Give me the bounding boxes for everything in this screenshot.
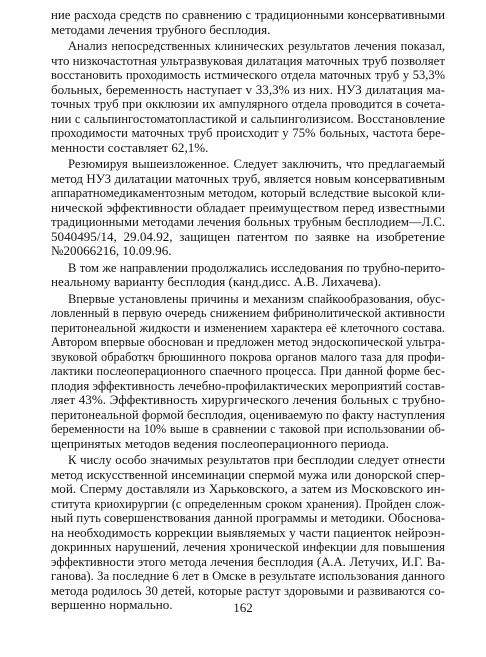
- text-line: неальному варианту бесплодия (канд.дисс. А.В. Лихачева).: [51, 275, 382, 289]
- text-line: ловленный в первую очередь снижением фибринолитической активности: [51, 306, 445, 320]
- paragraph-cost-comparison-tail: [51, 8, 445, 37]
- text-line: мой. Сперму доставляли из Харьковского, а затем из Московского ин-: [51, 482, 445, 496]
- text-line: нической эффективности обладает преимуществом перед известными: [51, 200, 445, 215]
- text-line: ный путь совершенствования данной программы и методики. Обоснова-: [51, 511, 445, 525]
- paragraph-clinical-results: [51, 39, 445, 155]
- text-line: К числу особо значимых результатов при бесплодии следует отнести: [68, 453, 445, 467]
- text-line: на необходимость коррекции выявляемых у части пациенток нейроэн-: [51, 525, 445, 540]
- text-line: восстановить проходимость истмического отдела маточных труб у 53,3%: [51, 68, 445, 82]
- text-line: беременности на 10% выше в сравнении с таковой при использовании об-: [51, 422, 445, 436]
- text-line: докринных нарушений, лечения хронической инфекции для повышения: [51, 540, 445, 554]
- text-line: ляет 43%. Эффективность хирургического лечения больных с трубно-: [51, 393, 445, 407]
- text-line: аппаратномедикаментозным методом, который вследствие высокой кли-: [51, 186, 445, 200]
- text-line: щепринятых методов ведения послеоперационного периода.: [51, 436, 389, 451]
- paragraph-insemination: [51, 453, 445, 613]
- text-line: перитонеальной жидкости и изменением характера её клеточного состава.: [51, 320, 445, 335]
- text-line: звуковой обработкч брюшинного покрова органов малого таза для профи-: [51, 349, 445, 364]
- text-line: нии с сальпингостоматопластикой и сальпинголизисом. Восстановление: [51, 111, 445, 126]
- text-line: больных, беременность наступает v 33,3% из них. НУЗ дилатация ма-: [51, 82, 445, 97]
- text-line: что низкочастотная ультразвуковая дилатация маточных труб позволяет: [51, 53, 445, 68]
- text-line: методами лечения трубного бесплодия.: [51, 22, 271, 37]
- text-line: ние расхода средств по сравнению с традиционными консервативными: [51, 8, 445, 22]
- text-line: 5040495/14, 29.04.92, защищен патентом по заявке на изобретение: [51, 229, 445, 244]
- text-line: №20066216, 10.09.96.: [51, 244, 172, 258]
- text-line: вершенно нормально.: [51, 598, 173, 612]
- text-line: традиционными методами лечения больных трубным бесплодием—Л.С.: [51, 215, 445, 229]
- paragraph-summary-patent: [51, 157, 445, 259]
- paragraph-peritoneal-research: [51, 261, 445, 290]
- text-line: Анализ непосредственных клинических результатов лечения показал,: [68, 39, 445, 53]
- paragraph-adhesion-mechanism: [51, 292, 445, 452]
- text-line: ганова). За последние 6 лет в Омске в результате использования данного: [51, 569, 445, 583]
- text-line: метода родилось 30 детей, которые растут здоровыми и развиваются со-: [51, 583, 445, 598]
- text-line: перитонеальной формой бесплодия, оцениваемую по факту наступления: [51, 407, 445, 422]
- text-line: точных труб при окклюзии их ампулярного отдела проводится в сочета-: [51, 97, 445, 111]
- text-line: Впервые установлены причины и механизм спайкообразования, обус-: [68, 291, 445, 306]
- text-line: метод искусственной инсеминации спермой мужа или донорской спер-: [51, 467, 445, 482]
- text-line: эффективности этого метода лечения бесплодия (А.А. Летучих, И.Г. Ва-: [51, 554, 445, 569]
- page-number: 162: [233, 600, 253, 615]
- text-line: метод НУЗ дилатации маточных труб, является новым консервативным: [51, 171, 445, 186]
- text-line: Резюмируя вышеизложенное. Следует заключить, что предлагаемый: [68, 157, 445, 171]
- text-line: плодия эффективность лечебно-профилактических мероприятий состав-: [51, 378, 445, 393]
- body-text: [51, 8, 445, 615]
- text-line: ститута криохирургии (с определенным сроком хранения). Пройден слож-: [51, 496, 445, 511]
- text-line: менности составляет 62,1%.: [51, 140, 209, 155]
- text-line: лактики послеоперационного спаечного процесса. При данной форме бес-: [51, 364, 445, 378]
- text-line: Автором впервые обоснован и предложен метод эндоскопической ультра-: [51, 335, 445, 349]
- text-line: В том же направлении продолжались исследования по трубно-перито-: [68, 260, 445, 275]
- text-line: проходимости маточных труб происходит у 75% больных, частота бере-: [51, 126, 445, 140]
